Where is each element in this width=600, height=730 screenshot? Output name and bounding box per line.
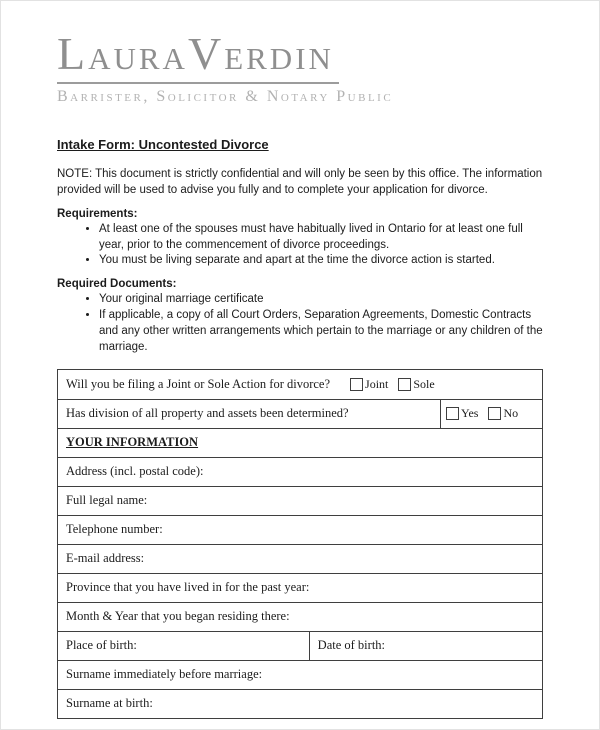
address-field-label: Address (incl. postal code): [66, 464, 204, 479]
row-surname-before-marriage [58, 660, 542, 689]
row-month-year [58, 602, 542, 631]
email-field-label: E-mail address: [66, 551, 145, 566]
row-section-header [58, 428, 542, 457]
row-telephone [58, 515, 542, 544]
joint-checkbox-label: Joint [365, 376, 389, 391]
no-checkbox[interactable] [488, 407, 501, 420]
row-property-division [58, 399, 542, 428]
row-email [58, 544, 542, 573]
joint-checkbox[interactable] [350, 378, 363, 391]
form-title: Intake Form: Uncontested Divorce [57, 137, 269, 152]
place-of-birth-field-label: Place of birth: [58, 632, 310, 660]
letterhead [57, 28, 543, 105]
logo-last-initial: V [187, 28, 225, 79]
required-document-item: • Your original marriage certificate [99, 292, 543, 308]
row-address [58, 457, 542, 486]
requirements-section [57, 208, 543, 270]
intake-table [57, 369, 543, 719]
row-province [58, 573, 542, 602]
joint-sole-question: Will you be filing a Joint or Sole Action for divorce? [66, 376, 331, 391]
sole-checkbox-label: Sole [413, 376, 435, 391]
telephone-field-label: Telephone number: [66, 522, 163, 537]
logo-subtitle: Barrister, Solicitor & Notary Public [57, 88, 394, 105]
surname-at-birth-field-label: Surname at birth: [66, 696, 153, 711]
required-document-item: • If applicable, a copy of all Court Orders, Separation Agreements, Domestic Contracts and any other written arrangements which pertain to the marriage or any children of the marriage. [99, 308, 543, 356]
requirements-list [57, 222, 543, 270]
province-field-label: Province that you have lived in for the past year: [66, 580, 310, 595]
requirement-item: • You must be living separate and apart at the time the divorce action is started. [99, 253, 543, 269]
yes-checkbox-label: Yes [461, 406, 479, 421]
your-information-header: YOUR INFORMATION [66, 435, 199, 450]
sole-checkbox[interactable] [398, 378, 411, 391]
row-surname-at-birth [58, 689, 542, 718]
row-full-legal-name [58, 486, 542, 515]
property-division-options [440, 400, 542, 428]
full-legal-name-field-label: Full legal name: [66, 493, 148, 508]
required-documents-list [57, 292, 543, 355]
no-checkbox-label: No [503, 406, 519, 421]
requirement-item: • At least one of the spouses must have habitually lived in Ontario for at least one full year, prior to the commencement of divorce proceedings. [99, 222, 543, 254]
surname-before-marriage-field-label: Surname immediately before marriage: [66, 667, 263, 682]
required-documents-title: Required Documents: [57, 278, 177, 291]
logo-divider [57, 82, 339, 84]
yes-checkbox[interactable] [446, 407, 459, 420]
date-of-birth-field-label: Date of birth: [317, 638, 386, 653]
requirements-title: Requirements: [57, 207, 138, 220]
month-year-field-label: Month & Year that you began residing there: [66, 609, 290, 624]
logo-first-rest: AURA [88, 41, 188, 76]
logo-last-rest: ERDIN [224, 41, 334, 76]
required-documents-section [57, 278, 543, 355]
property-division-question: Has division of all property and assets been determined? [66, 406, 349, 421]
joint-sole-options [350, 377, 445, 392]
row-birth [58, 631, 542, 660]
confidentiality-note: NOTE: This document is strictly confidential and will only be seen by this office. The information provided will be used to advise you fully and to complete your application for divorce. [57, 168, 543, 197]
logo-first-initial: L [57, 28, 89, 79]
logo-name [57, 28, 543, 79]
row-joint-or-sole [58, 370, 542, 399]
